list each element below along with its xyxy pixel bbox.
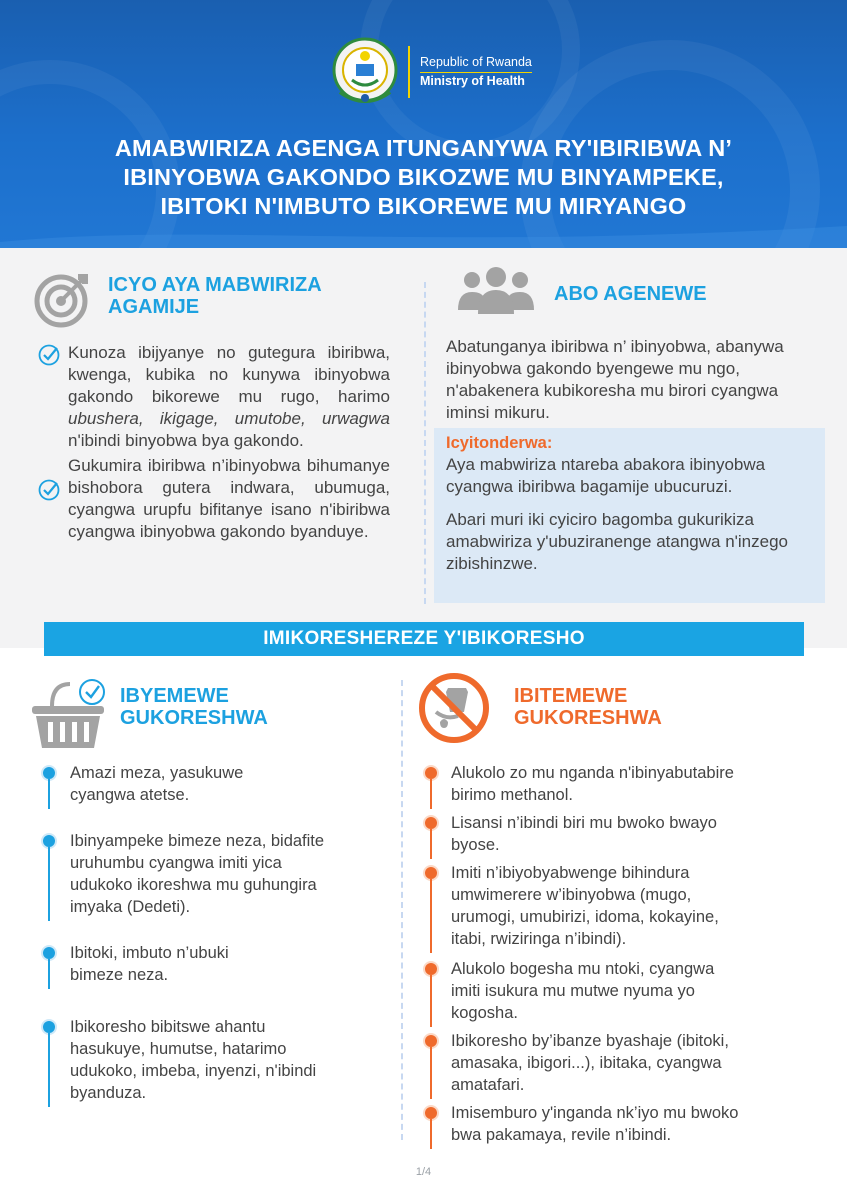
target-icon [34,270,92,328]
republic-label: Republic of Rwanda [420,54,532,73]
bullet-line: kogosha. [451,1004,518,1022]
bullet-dot [43,835,55,847]
bullet-stem [48,847,50,921]
logo-text [420,54,532,90]
bullet-stem [430,975,432,1027]
bullet-dot [425,867,437,879]
check-circle-icon [38,344,60,366]
forbidden-item [451,1102,831,1146]
bullet-line: Amazi meza, yasukuwe [70,764,244,782]
heading-line: ICYO AYA MABWIRIZA [108,274,322,296]
bullet-dot [425,767,437,779]
bullet-stem [430,779,432,809]
bullet-line: bwa pakamaya, revile n’ibindi. [451,1126,672,1144]
bullet-line: Ibinyampeke bimeze neza, bidafite [70,832,325,850]
bullet-line: Ibitoki, imbuto n’ubuki [70,944,229,962]
ministry-label: Ministry of Health [420,74,525,88]
note-title: Icyitonderwa: [446,434,553,452]
allowed-item [70,830,390,918]
bullet-line: amasaka, ibigori...), ibitaka, cyangwa [451,1054,722,1072]
bullet-dot [43,1021,55,1033]
section-banner: IMIKORESHEREZE Y'IBIKORESHO [44,622,804,656]
bullet-line: Alukolo bogesha mu ntoki, cyangwa [451,960,715,978]
allowed-item [70,762,390,806]
heading-line: IBITEMEWE [514,685,628,707]
bullet-line: itabi, rwiziringa n’ibindi). [451,930,627,948]
logo-divider [408,46,410,98]
bullet-dot [425,1035,437,1047]
note-box [434,428,825,603]
column-divider [424,282,426,604]
bullet-stem [48,959,50,989]
bullet-line: uruhumbu cyangwa imiti yica [70,854,282,872]
audience-heading: ABO AGENEWE [554,283,707,305]
bullet-stem [48,1033,50,1107]
page-title [30,134,817,221]
title-line: AMABWIRIZA AGENGA ITUNGANYWA RY'IBIRIBWA N’ [114,135,733,161]
bullet-line: Lisansi n’ibindi biri mu bwoko bwayo [451,814,717,832]
heading-line: GUKORESHWA [120,707,268,729]
bullet-line: birimo methanol. [451,786,573,804]
bullet-line: urumogi, umubirizi, idoma, kokayine, [451,908,719,926]
bullet-line: Ibikoresho bibitswe ahantu [70,1018,266,1036]
bullet-stem [430,1047,432,1099]
forbidden-item [451,1030,831,1096]
italic-drinks: ubushera, ikigage, umutobe, urwagwa [68,409,390,428]
objective-item [38,342,390,452]
forbidden-heading [514,685,662,729]
heading-line: GUKORESHWA [514,707,662,729]
basket-check-icon [30,676,112,752]
bullet-dot [425,817,437,829]
bullet-line: amatafari. [451,1076,525,1094]
allowed-item [70,942,390,986]
bullet-line: byose. [451,836,500,854]
bullet-line: bimeze neza. [70,966,169,984]
bullet-line: imiti isukura mu mutwe nyuma yo [451,982,695,1000]
bullet-line: Imisemburo y'inganda nk’iyo mu bwoko [451,1104,739,1122]
text-span: n'ibindi binyobwa bya gakondo. [68,431,304,450]
bullet-dot [425,963,437,975]
allowed-item [70,1016,390,1104]
bullet-line: hasukuye, humutse, hatarimo [70,1040,287,1058]
text-span: Kunoza ibijyanye no gutegura ibiribwa, kwenga, kubika no kunywa ibinyobwa gakondo bikorewe mu rugo, harimo [68,343,390,406]
title-line: IBINYOBWA GAKONDO BIKOZWE MU BINYAMPEKE, [123,164,724,190]
forbidden-item [451,812,831,856]
bullet-stem [430,1119,432,1149]
ministry-logo [332,36,532,108]
check-circle-icon [38,479,60,501]
note-paragraph: Abari muri iki cyiciro bagomba gukurikiza amabwiriza y'ubuziranenge atangwa n'inzego zibishinzwe. [446,510,788,573]
objectives-heading [108,274,322,318]
bullet-line: umwimerere w’ibinyobwa (mugo, [451,886,692,904]
audience-text: Abatunganya ibiribwa n’ ibinyobwa, abanywa ibinyobwa gakondo byengewe mu ngo, n'abakenera kubikoresha mu birori cyangwa iminsi mikuru. [446,337,784,422]
bullet-line: byanduza. [70,1084,147,1102]
title-line: IBITOKI N'IMBUTO BIKOREWE MU MIRYANGO [160,193,687,219]
forbidden-item [451,862,831,950]
bullet-stem [430,879,432,953]
prohibited-pouring-icon [418,672,490,744]
bullet-stem [48,779,50,809]
objective-item [38,455,390,543]
heading-line: AGAMIJE [108,296,200,318]
allowed-heading [120,685,268,729]
forbidden-item [451,762,831,806]
page-number: 1/4 [415,1166,432,1178]
bullet-line: Ibikoresho by’ibanze byashaje (ibitoki, [451,1032,729,1050]
forbidden-item [451,958,831,1024]
objective-text [68,342,390,452]
bullet-line: Imiti n’ibiyobyabwenge bihindura [451,864,690,882]
bullet-line: cyangwa atetse. [70,786,190,804]
bullet-line: Alukolo zo mu nganda n'ibinyabutabire [451,764,734,782]
bullet-dot [425,1107,437,1119]
note-paragraph: Aya mabwiriza ntareba abakora ibinyobwa cyangwa ibiribwa bagamije ubucuruzi. [446,455,766,496]
people-group-icon [456,266,536,316]
bullet-line: udukoko, imbeba, inyenzi, n'ibindi [70,1062,317,1080]
bullet-dot [43,947,55,959]
column-divider [401,680,403,1140]
bullet-stem [430,829,432,859]
page-header [0,0,847,248]
objective-text: Gukumira ibiribwa n’ibinyobwa bihumanye bishobora gutera indwara, ubumuga, cyangwa urupfu bifitanye isano n'ibiribwa cyangwa ibinyobwa gakondo byanduye. [68,456,390,541]
heading-line: IBYEMEWE [120,685,229,707]
bullet-line: imyaka (Dedeti). [70,898,191,916]
bullet-dot [43,767,55,779]
bullet-line: udukoko ikoreshwa mu guhungira [70,876,317,894]
rwanda-seal-icon [332,36,398,108]
